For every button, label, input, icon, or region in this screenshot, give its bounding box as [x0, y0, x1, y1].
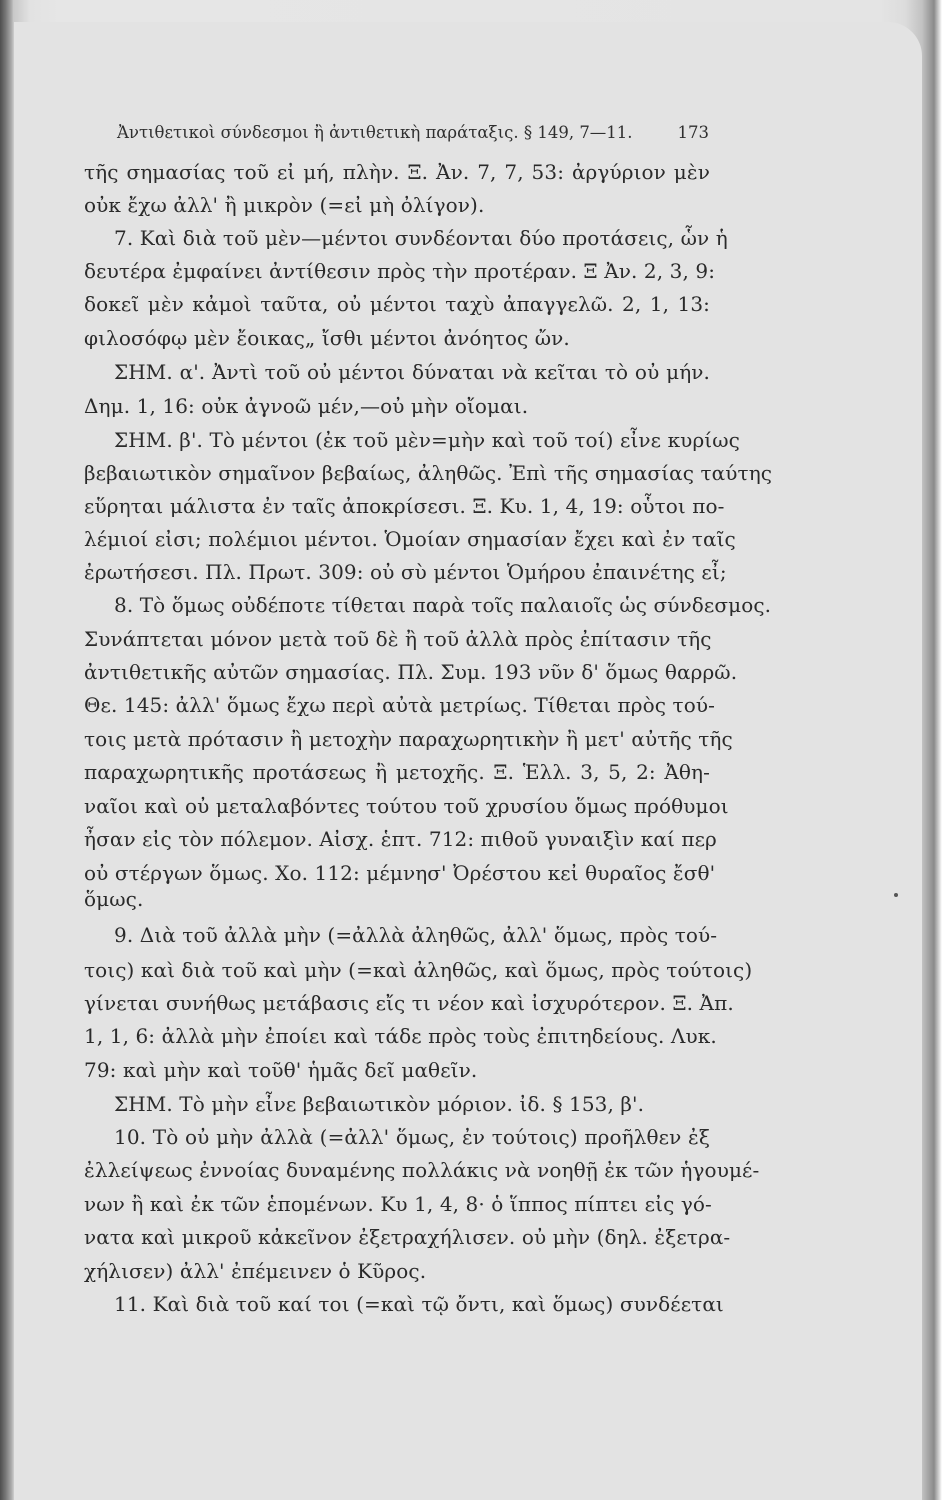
running-head — [117, 123, 709, 142]
text-line: Δημ. 1, 16: οὐκ ἀγνοῶ μέν,—οὐ μὴν οἴομαι. — [84, 394, 529, 418]
text-line: λέμιοί εἰσι; πολέμιοι μέντοι. Ὁμοίαν σημασίαν ἔχει καὶ ἐν ταῖς — [84, 527, 736, 551]
text-line: τῆς σημασίας τοῦ εἰ μή, πλὴν. Ξ. Ἀν. 7, 7, 53: ἀργύριον μὲν — [84, 160, 710, 184]
ink-speck — [894, 893, 898, 897]
text-line: εὕρηται μάλιστα ἐν ταῖς ἀποκρίσεσι. Ξ. Κυ. 1, 4, 19: οὗτοι πο- — [84, 494, 725, 518]
text-line: Θε. 145: ἀλλ' ὅμως ἔχω περὶ αὐτὰ μετρίως. Τίθεται πρὸς τού- — [84, 693, 715, 717]
text-line: οὐκ ἔχω ἀλλ' ἢ μικρὸν (=εἰ μὴ ὀλίγον). — [84, 193, 485, 217]
text-line: ΣΗΜ. Τὸ μὴν εἶνε βεβαιωτικὸν μόριον. ἰδ. § 153, β'. — [114, 1092, 645, 1116]
text-line: 10. Τὸ οὐ μὴν ἀλλὰ (=ἀλλ' ὅμως, ἐν τούτοις) προῆλθεν ἐξ — [114, 1125, 710, 1149]
text-line: ἐλλείψεως ἐννοίας δυναμένης πολλάκις νὰ νοηθῇ ἐκ τῶν ἡγουμέ- — [84, 1158, 760, 1182]
text-line: ἦσαν εἰς τὸν πόλεμον. Αἰσχ. ἑπτ. 712: πιθοῦ γυναιξὶν καί περ — [84, 827, 717, 851]
text-line: χήλισεν) ἀλλ' ἐπέμεινεν ὁ Κῦρος. — [84, 1259, 427, 1283]
text-line: δευτέρα ἐμφαίνει ἀντίθεσιν πρὸς τὴν προτέραν. Ξ Ἀν. 2, 3, 9: — [84, 259, 716, 283]
text-line: νατα καὶ μικροῦ κἀκεῖνον ἐξετραχήλισεν. οὐ μὴν (δηλ. ἐξετρα- — [84, 1225, 731, 1249]
text-line: 1, 1, 6: ἀλλὰ μὴν ἐποίει καὶ τάδε πρὸς τοὺς ἐπιτηδείους. Λυκ. — [84, 1024, 717, 1048]
text-line: 11. Καὶ διὰ τοῦ καί τοι (=καὶ τῷ ὄντι, καὶ ὅμως) συνδέεται — [114, 1292, 724, 1316]
text-line: 7. Καὶ διὰ τοῦ μὲν—μέντοι συνδέονται δύο προτάσεις, ὧν ἡ — [114, 226, 728, 250]
text-line: βεβαιωτικὸν σημαῖνον βεβαίως, ἀληθῶς. Ἐπὶ τῆς σημασίας ταύτης — [84, 461, 773, 485]
text-line: 79: καὶ μὴν καὶ τοῦθ' ἡμᾶς δεῖ μαθεῖν. — [84, 1058, 478, 1082]
text-line: 8. Τὸ ὅμως οὐδέποτε τίθεται παρὰ τοῖς παλαιοῖς ὡς σύνδεσμος. — [114, 593, 772, 617]
text-line: ΣΗΜ. α'. Ἀντὶ τοῦ οὐ μέντοι δύναται νὰ κεῖται τὸ οὐ μήν. — [114, 360, 710, 384]
text-line: 9. Διὰ τοῦ ἀλλὰ μὴν (=ἀλλὰ ἀληθῶς, ἀλλ' ὅμως, πρὸς τού- — [114, 923, 718, 947]
text-line: ἐρωτήσεσι. Πλ. Πρωτ. 309: οὐ σὺ μέντοι Ὁμήρου ἐπαινέτης εἶ; — [84, 560, 727, 584]
text-line: Συνάπτεται μόνον μετὰ τοῦ δὲ ἢ τοῦ ἀλλὰ πρὸς ἐπίτασιν τῆς — [84, 627, 712, 651]
text-line: τοις μετὰ πρότασιν ἢ μετοχὴν παραχωρητικὴν ἢ μετ' αὐτῆς τῆς — [84, 727, 733, 751]
text-line: νων ἢ καὶ ἐκ τῶν ἑπομένων. Κυ 1, 4, 8· ὁ ἵππος πίπτει εἰς γό- — [84, 1192, 712, 1216]
text-line: ΣΗΜ. β'. Τὸ μέντοι (ἐκ τοῦ μὲν=μὴν καὶ τοῦ τοί) εἶνε κυρίως — [114, 428, 740, 452]
text-line: τοις) καὶ διὰ τοῦ καὶ μὴν (=καὶ ἀληθῶς, καὶ ὅμως, πρὸς τούτοις) — [84, 958, 753, 982]
text-line: φιλοσόφῳ μὲν ἔοικας„ ἴσθι μέντοι ἀνόητος ὤν. — [84, 326, 570, 350]
text-line: οὐ στέργων ὅμως. Χο. 112: μέμνησ' Ὀρέστου κεἰ θυραῖος ἔσθ' — [84, 861, 716, 885]
running-title: Ἀντιθετικοὶ σύνδεσμοι ἢ ἀντιθετικὴ παράταξις. § 149, 7—11. — [117, 123, 633, 142]
binding-shadow — [0, 0, 14, 1500]
text-line: ἀντιθετικῆς αὐτῶν σημασίας. Πλ. Συμ. 193 νῦν δ' ὅμως θαρρῶ. — [84, 660, 738, 684]
text-line: δοκεῖ μὲν κἀμοὶ ταῦτα, οὐ μέντοι ταχὺ ἀπαγγελῶ. 2, 1, 13: — [84, 292, 710, 316]
text-line: γίνεται συνήθως μετάβασις εἴς τι νέον καὶ ἰσχυρότερον. Ξ. Ἀπ. — [84, 991, 734, 1015]
text-line: παραχωρητικῆς προτάσεως ἢ μετοχῆς. Ξ. Ἑλλ. 3, 5, 2: Ἀθη- — [84, 760, 710, 784]
text-line: ναῖοι καὶ οὐ μεταλαβόντες τούτου τοῦ χρυσίου ὅμως πρόθυμοι — [84, 794, 729, 818]
page-number: 173 — [677, 123, 709, 142]
text-line: ὅμως. — [84, 887, 144, 911]
